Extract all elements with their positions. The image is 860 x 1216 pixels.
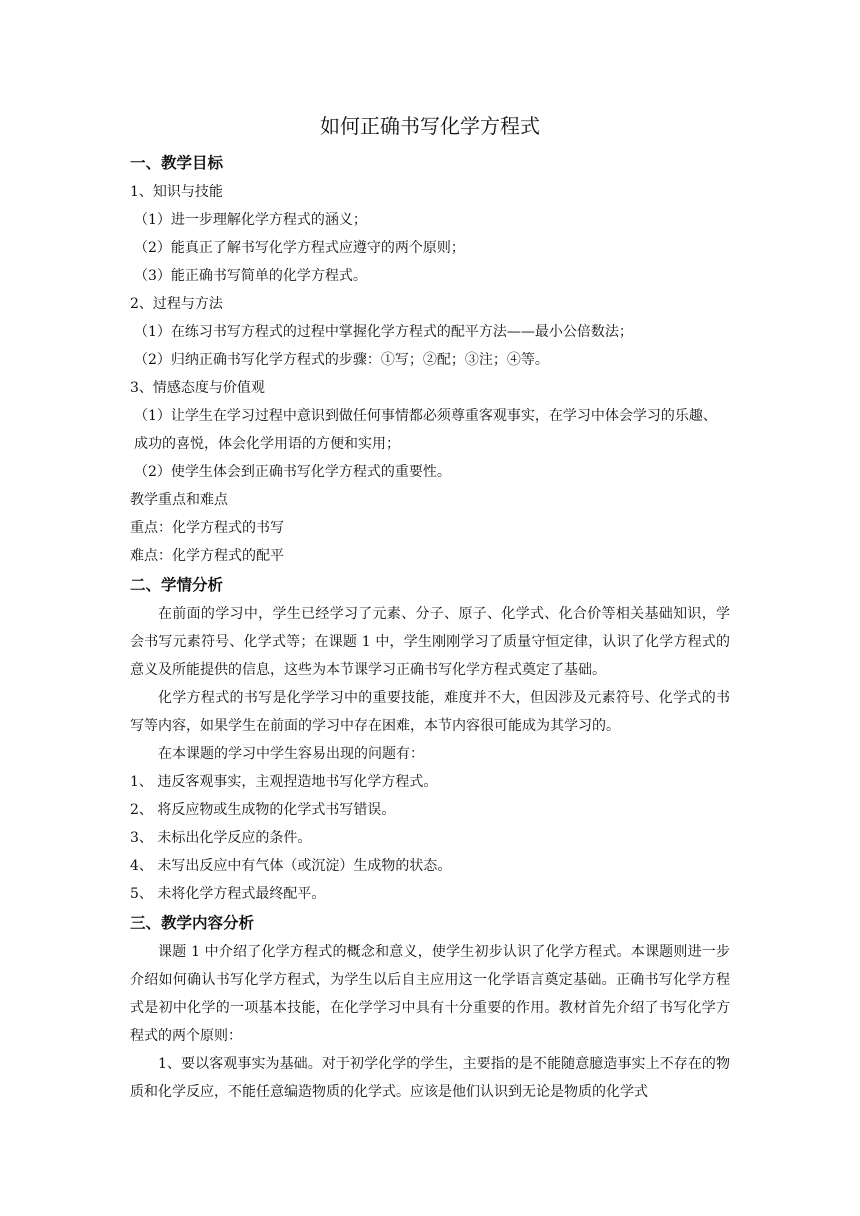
paragraph: 在本课题的学习中学生容易出现的问题有： bbox=[158, 746, 424, 762]
subheading-knowledge-skills: 1、知识与技能 bbox=[130, 184, 223, 200]
subheading-emotion-values: 3、情感态度与价值观 bbox=[130, 380, 265, 396]
problem-item: 4、 未写出反应中有气体（或沉淀）生成物的状态。 bbox=[130, 858, 452, 874]
paragraph: 课题 1 中介绍了化学方程式的概念和意义，使学生初步认识了化学方程式。本课题则进一步介绍如何确认书写化学方程式，为学生以后自主应用这一化学语言奠定基础。正确书写化学方程式是初中化学的一项基本技能，在化学学习中具有十分重要的作用。教材首先介绍了书写化学方程式的两个原则： bbox=[130, 944, 730, 1044]
key-point: 重点：化学方程式的书写 bbox=[130, 520, 284, 536]
emotion-item: （1）让学生在学习过程中意识到做任何事情都必须尊重客观事实，在学习中体会学习的乐趣、成功的喜悦，体会化学用语的方便和实用； bbox=[134, 408, 717, 452]
section-heading-teaching-goals: 一、教学目标 bbox=[130, 154, 224, 172]
document-title: 如何正确书写化学方程式 bbox=[320, 114, 540, 138]
knowledge-item: （3）能正确书写简单的化学方程式。 bbox=[134, 268, 367, 284]
problem-item: 2、 将反应物或生成物的化学式书写错误。 bbox=[130, 802, 396, 818]
paragraph: 在前面的学习中，学生已经学习了元素、分子、原子、化学式、化合价等相关基础知识，学会书写元素符号、化学式等；在课题 1 中，学生刚刚学习了质量守恒定律，认识了化学方程式的意义及所能提供的信息，这些为本节课学习正确书写化学方程式奠定了基础。 bbox=[130, 606, 730, 678]
process-item: （1）在练习书写方程式的过程中掌握化学方程式的配平方法——最小公倍数法； bbox=[134, 324, 633, 340]
paragraph: 1、要以客观事实为基础。对于初学化学的学生，主要指的是不能随意臆造事实上不存在的物质和化学反应，不能任意编造物质的化学式。应该是他们认识到无论是物质的化学式 bbox=[130, 1056, 730, 1100]
section-heading-student-analysis: 二、学情分析 bbox=[130, 576, 224, 594]
document-page bbox=[130, 110, 730, 1106]
knowledge-item: （2）能真正了解书写化学方程式应遵守的两个原则； bbox=[134, 240, 465, 256]
problem-item: 5、 未将化学方程式最终配平。 bbox=[130, 886, 326, 902]
subheading-process-method: 2、过程与方法 bbox=[130, 296, 223, 312]
paragraph: 化学方程式的书写是化学学习中的重要技能，难度并不大，但因涉及元素符号、化学式的书写等内容，如果学生在前面的学习中存在困难，本节内容很可能成为其学习的。 bbox=[130, 690, 730, 734]
process-item: （2）归纳正确书写化学方程式的步骤：①写；②配；③注；④等。 bbox=[134, 352, 549, 368]
difficulty-point: 难点：化学方程式的配平 bbox=[130, 548, 284, 564]
problem-item: 1、 违反客观事实，主观捏造地书写化学方程式。 bbox=[130, 774, 438, 790]
key-difficulty-title: 教学重点和难点 bbox=[130, 492, 228, 508]
section-heading-content-analysis: 三、教学内容分析 bbox=[130, 914, 255, 932]
emotion-item: （2）使学生体会到正确书写化学方程式的重要性。 bbox=[134, 464, 451, 480]
knowledge-item: （1）进一步理解化学方程式的涵义； bbox=[134, 212, 367, 228]
problem-item: 3、 未标出化学反应的条件。 bbox=[130, 830, 312, 846]
